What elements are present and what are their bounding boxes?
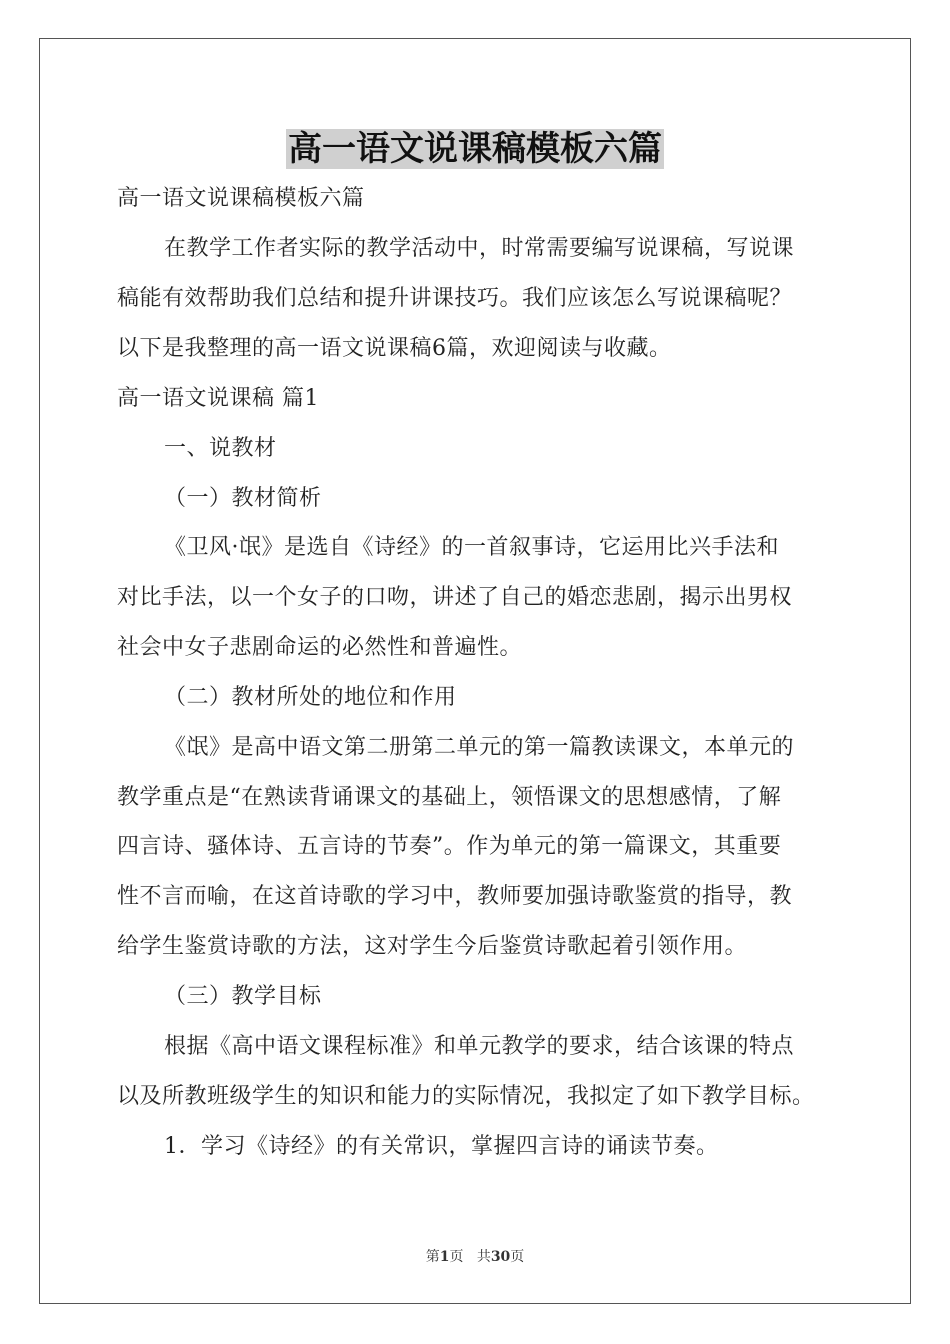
paragraph-line: 社会中女子悲剧命运的必然性和普遍性。 (117, 635, 523, 660)
document-title (0, 124, 950, 174)
paragraph-line: 以下是我整理的高一语文说课稿6篇，欢迎阅读与收藏。 (117, 336, 672, 361)
paragraph-line: 性不言而喻，在这首诗歌的学习中，教师要加强诗歌鉴赏的指导，教 (117, 884, 793, 909)
subtitle-line: 高一语文说课稿模板六篇 (117, 186, 365, 211)
subsection-heading: （一）教材简析 (164, 486, 322, 511)
total-suffix: 页 (510, 1249, 525, 1265)
page-number: 1 (439, 1249, 450, 1265)
paragraph-line: 在教学工作者实际的教学活动中，时常需要编写说课稿，写说课 (164, 236, 795, 261)
total-pages: 30 (490, 1249, 511, 1265)
paragraph-line: 稿能有效帮助我们总结和提升讲课技巧。我们应该怎么写说课稿呢？ (117, 286, 793, 311)
paragraph-line: 对比手法，以一个女子的口吻，讲述了自己的婚恋悲剧，揭示出男权 (117, 585, 793, 610)
list-item: 1．学习《诗经》的有关常识，掌握四言诗的诵读节奏。 (164, 1134, 719, 1159)
paragraph-line: 《氓》是高中语文第二册第二单元的第一篇教读课文，本单元的 (164, 735, 795, 760)
paragraph-line: 教学重点是“在熟读背诵课文的基础上，领悟课文的思想感情，了解 (117, 785, 782, 810)
section-heading: 高一语文说课稿 篇1 (117, 386, 319, 411)
document-title-text: 高一语文说课稿模板六篇 (288, 129, 662, 169)
page-footer (0, 1247, 950, 1267)
subsection-heading: （二）教材所处的地位和作用 (164, 685, 457, 710)
page-suffix: 页 (449, 1249, 464, 1265)
page-border (39, 38, 911, 1304)
total-prefix: 共 (476, 1249, 491, 1265)
paragraph-line: 以及所教班级学生的知识和能力的实际情况，我拟定了如下教学目标。 (117, 1084, 815, 1109)
subsection-heading: （三）教学目标 (164, 984, 322, 1009)
subsection-heading: 一、说教材 (164, 436, 277, 461)
paragraph-line: 《卫风·氓》是选自《诗经》的一首叙事诗，它运用比兴手法和 (164, 535, 779, 560)
paragraph-line: 根据《高中语文课程标准》和单元教学的要求，结合该课的特点 (164, 1034, 795, 1059)
page-prefix: 第 (425, 1249, 440, 1265)
paragraph-line: 给学生鉴赏诗歌的方法，这对学生今后鉴赏诗歌起着引领作用。 (117, 934, 748, 959)
paragraph-line: 四言诗、骚体诗、五言诗的节奏”。作为单元的第一篇课文，其重要 (117, 834, 782, 859)
